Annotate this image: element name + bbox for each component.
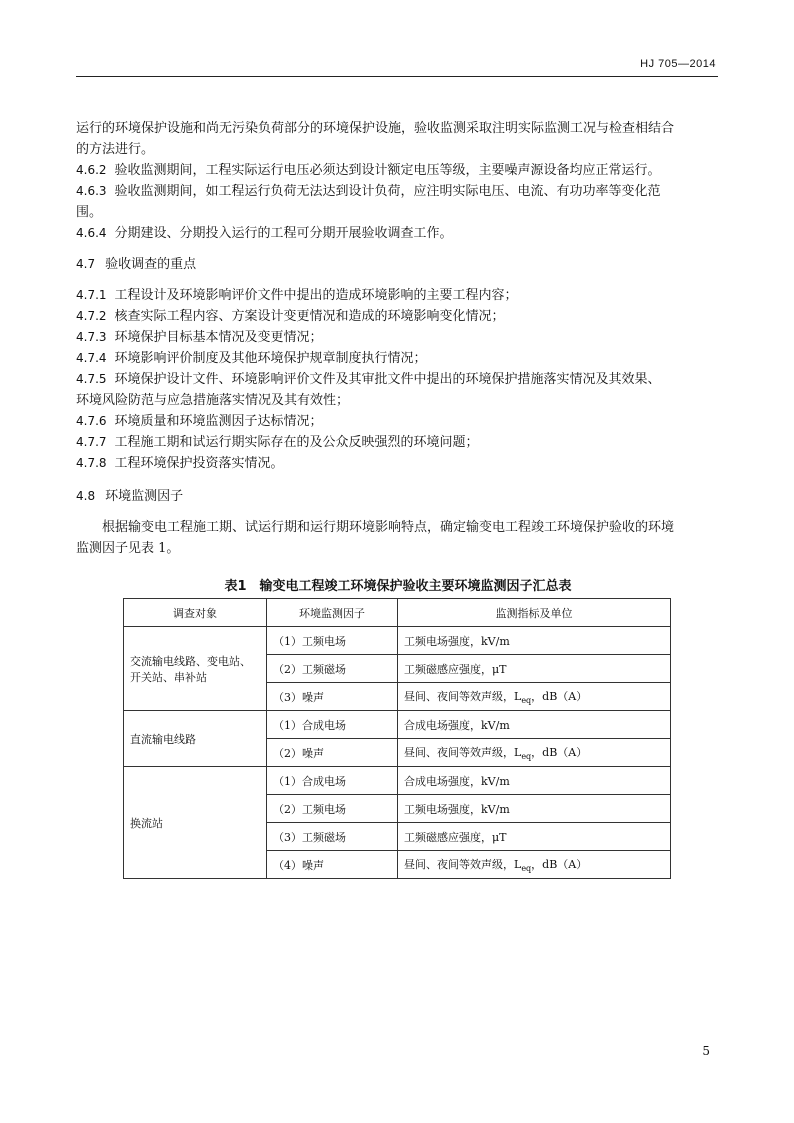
factor-cell: （2）工频电场 <box>267 795 398 823</box>
indicator-cell: 工频磁感应强度，μT <box>398 823 671 851</box>
paragraph-line: 根据输变电工程施工期、试运行期和运行期环境影响特点，确定输变电工程竣工环境保护验收的环境 <box>102 520 675 535</box>
clause-4-7-3 <box>76 327 720 348</box>
indicator-text: 昼间、夜间等效声级，L <box>404 689 522 703</box>
factor-cell: （1）合成电场 <box>267 767 398 795</box>
section-number: 4.8 <box>76 489 96 503</box>
indicator-text: 昼间、夜间等效声级，L <box>404 857 522 871</box>
survey-object-cell: 换流站 <box>124 767 267 879</box>
column-header: 环境监测因子 <box>267 599 398 627</box>
indicator-cell <box>398 683 671 711</box>
clause-text: 工程环境保护投资落实情况。 <box>114 456 284 471</box>
indicator-cell: 工频电场强度，kV/m <box>398 627 671 655</box>
standard-code: HJ 705—2014 <box>640 58 716 70</box>
clause-number: 4.7.3 <box>76 330 107 344</box>
clause-text: 环境保护设计文件、环境影响评价文件及其审批文件中提出的环境保护措施落实情况及其效果、 <box>114 372 661 387</box>
column-header: 调查对象 <box>124 599 267 627</box>
paragraph-line: 运行的环境保护设施和尚无污染负荷部分的环境保护设施，验收监测采取注明实际监测工况与检查相结合 <box>76 121 675 136</box>
indicator-subscript: eq <box>521 752 532 762</box>
column-header: 监测指标及单位 <box>398 599 671 627</box>
clause-number: 4.7.7 <box>76 435 107 449</box>
clause-number: 4.7.5 <box>76 372 107 386</box>
clause-4-7-6 <box>76 411 720 432</box>
clause-4-7-7 <box>76 432 720 453</box>
factor-cell: （3）工频磁场 <box>267 823 398 851</box>
monitoring-factors-table <box>123 598 671 879</box>
section-title: 验收调查的重点 <box>105 257 197 272</box>
survey-object: 交流输电线路、变电站、 <box>130 654 251 668</box>
clause-text-continued: 围。 <box>76 205 103 220</box>
clause-text: 核查实际工程内容、方案设计变更情况和造成的环境影响变化情况； <box>114 309 505 324</box>
clause-number: 4.7.8 <box>76 456 107 470</box>
clause-text: 环境质量和环境监测因子达标情况； <box>114 414 323 429</box>
clause-4-7-4 <box>76 348 720 369</box>
page-number: 5 <box>702 1044 710 1058</box>
clause-4-7-2 <box>76 306 720 327</box>
indicator-cell: 工频电场强度，kV/m <box>398 795 671 823</box>
factor-cell: （2）噪声 <box>267 739 398 767</box>
indicator-text: ，dB（A） <box>531 857 588 871</box>
survey-object: 开关站、串补站 <box>130 670 207 684</box>
indicator-text: ，dB（A） <box>531 745 588 759</box>
clause-4-6-3 <box>76 181 720 202</box>
clause-number: 4.7.2 <box>76 309 107 323</box>
clause-text: 环境影响评价制度及其他环境保护规章制度执行情况； <box>114 351 427 366</box>
clause-number: 4.7.6 <box>76 414 107 428</box>
factor-cell: （3）噪声 <box>267 683 398 711</box>
indicator-text: ，dB（A） <box>531 689 588 703</box>
table-row <box>124 711 671 739</box>
document-body <box>76 118 720 604</box>
survey-object-cell <box>124 627 267 711</box>
table-header-row <box>124 599 671 627</box>
factor-cell: （1）工频电场 <box>267 627 398 655</box>
factor-cell: （2）工频磁场 <box>267 655 398 683</box>
clause-number: 4.7.1 <box>76 288 107 302</box>
indicator-cell: 工频磁感应强度，μT <box>398 655 671 683</box>
indicator-cell <box>398 851 671 879</box>
clause-text: 工程施工期和试运行期实际存在的及公众反映强烈的环境问题； <box>114 435 479 450</box>
paragraph-line: 的方法进行。 <box>76 142 155 157</box>
indicator-cell: 合成电场强度，kV/m <box>398 711 671 739</box>
clause-text: 分期建设、分期投入运行的工程可分期开展验收调查工作。 <box>114 226 453 241</box>
indicator-subscript: eq <box>521 864 532 874</box>
clause-text-continued: 环境风险防范与应急措施落实情况及其有效性； <box>76 393 350 408</box>
section-number: 4.7 <box>76 257 96 271</box>
indicator-text: 昼间、夜间等效声级，L <box>404 745 522 759</box>
factor-cell: （1）合成电场 <box>267 711 398 739</box>
clause-text: 验收监测期间，工程实际运行电压必须达到设计额定电压等级，主要噪声源设备均应正常运行。 <box>114 163 661 178</box>
clause-text: 环境保护目标基本情况及变更情况； <box>114 330 323 345</box>
section-heading-4-7 <box>76 254 720 275</box>
paragraph-line: 监测因子见表 1。 <box>76 541 180 556</box>
factor-cell: （4）噪声 <box>267 851 398 879</box>
clause-number: 4.6.4 <box>76 226 107 240</box>
section-heading-4-8 <box>76 486 720 507</box>
clause-4-7-5 <box>76 369 720 390</box>
table-caption: 表1 输变电工程竣工环境保护验收主要环境监测因子汇总表 <box>224 579 572 594</box>
survey-object-cell: 直流输电线路 <box>124 711 267 767</box>
table-row <box>124 627 671 655</box>
clause-number: 4.6.2 <box>76 163 107 177</box>
clause-text: 验收监测期间，如工程运行负荷无法达到设计负荷，应注明实际电压、电流、有功功率等变化范 <box>114 184 661 199</box>
section-title: 环境监测因子 <box>105 489 184 504</box>
clause-text: 工程设计及环境影响评价文件中提出的造成环境影响的主要工程内容； <box>114 288 518 303</box>
indicator-cell: 合成电场强度，kV/m <box>398 767 671 795</box>
clause-number: 4.6.3 <box>76 184 107 198</box>
table-row <box>124 767 671 795</box>
clause-number: 4.7.4 <box>76 351 107 365</box>
clause-4-6-2 <box>76 160 720 181</box>
header-rule <box>76 76 718 77</box>
indicator-cell <box>398 739 671 767</box>
indicator-subscript: eq <box>521 696 532 706</box>
clause-4-7-1 <box>76 285 720 306</box>
clause-4-6-4 <box>76 223 720 244</box>
clause-4-7-8 <box>76 453 720 474</box>
